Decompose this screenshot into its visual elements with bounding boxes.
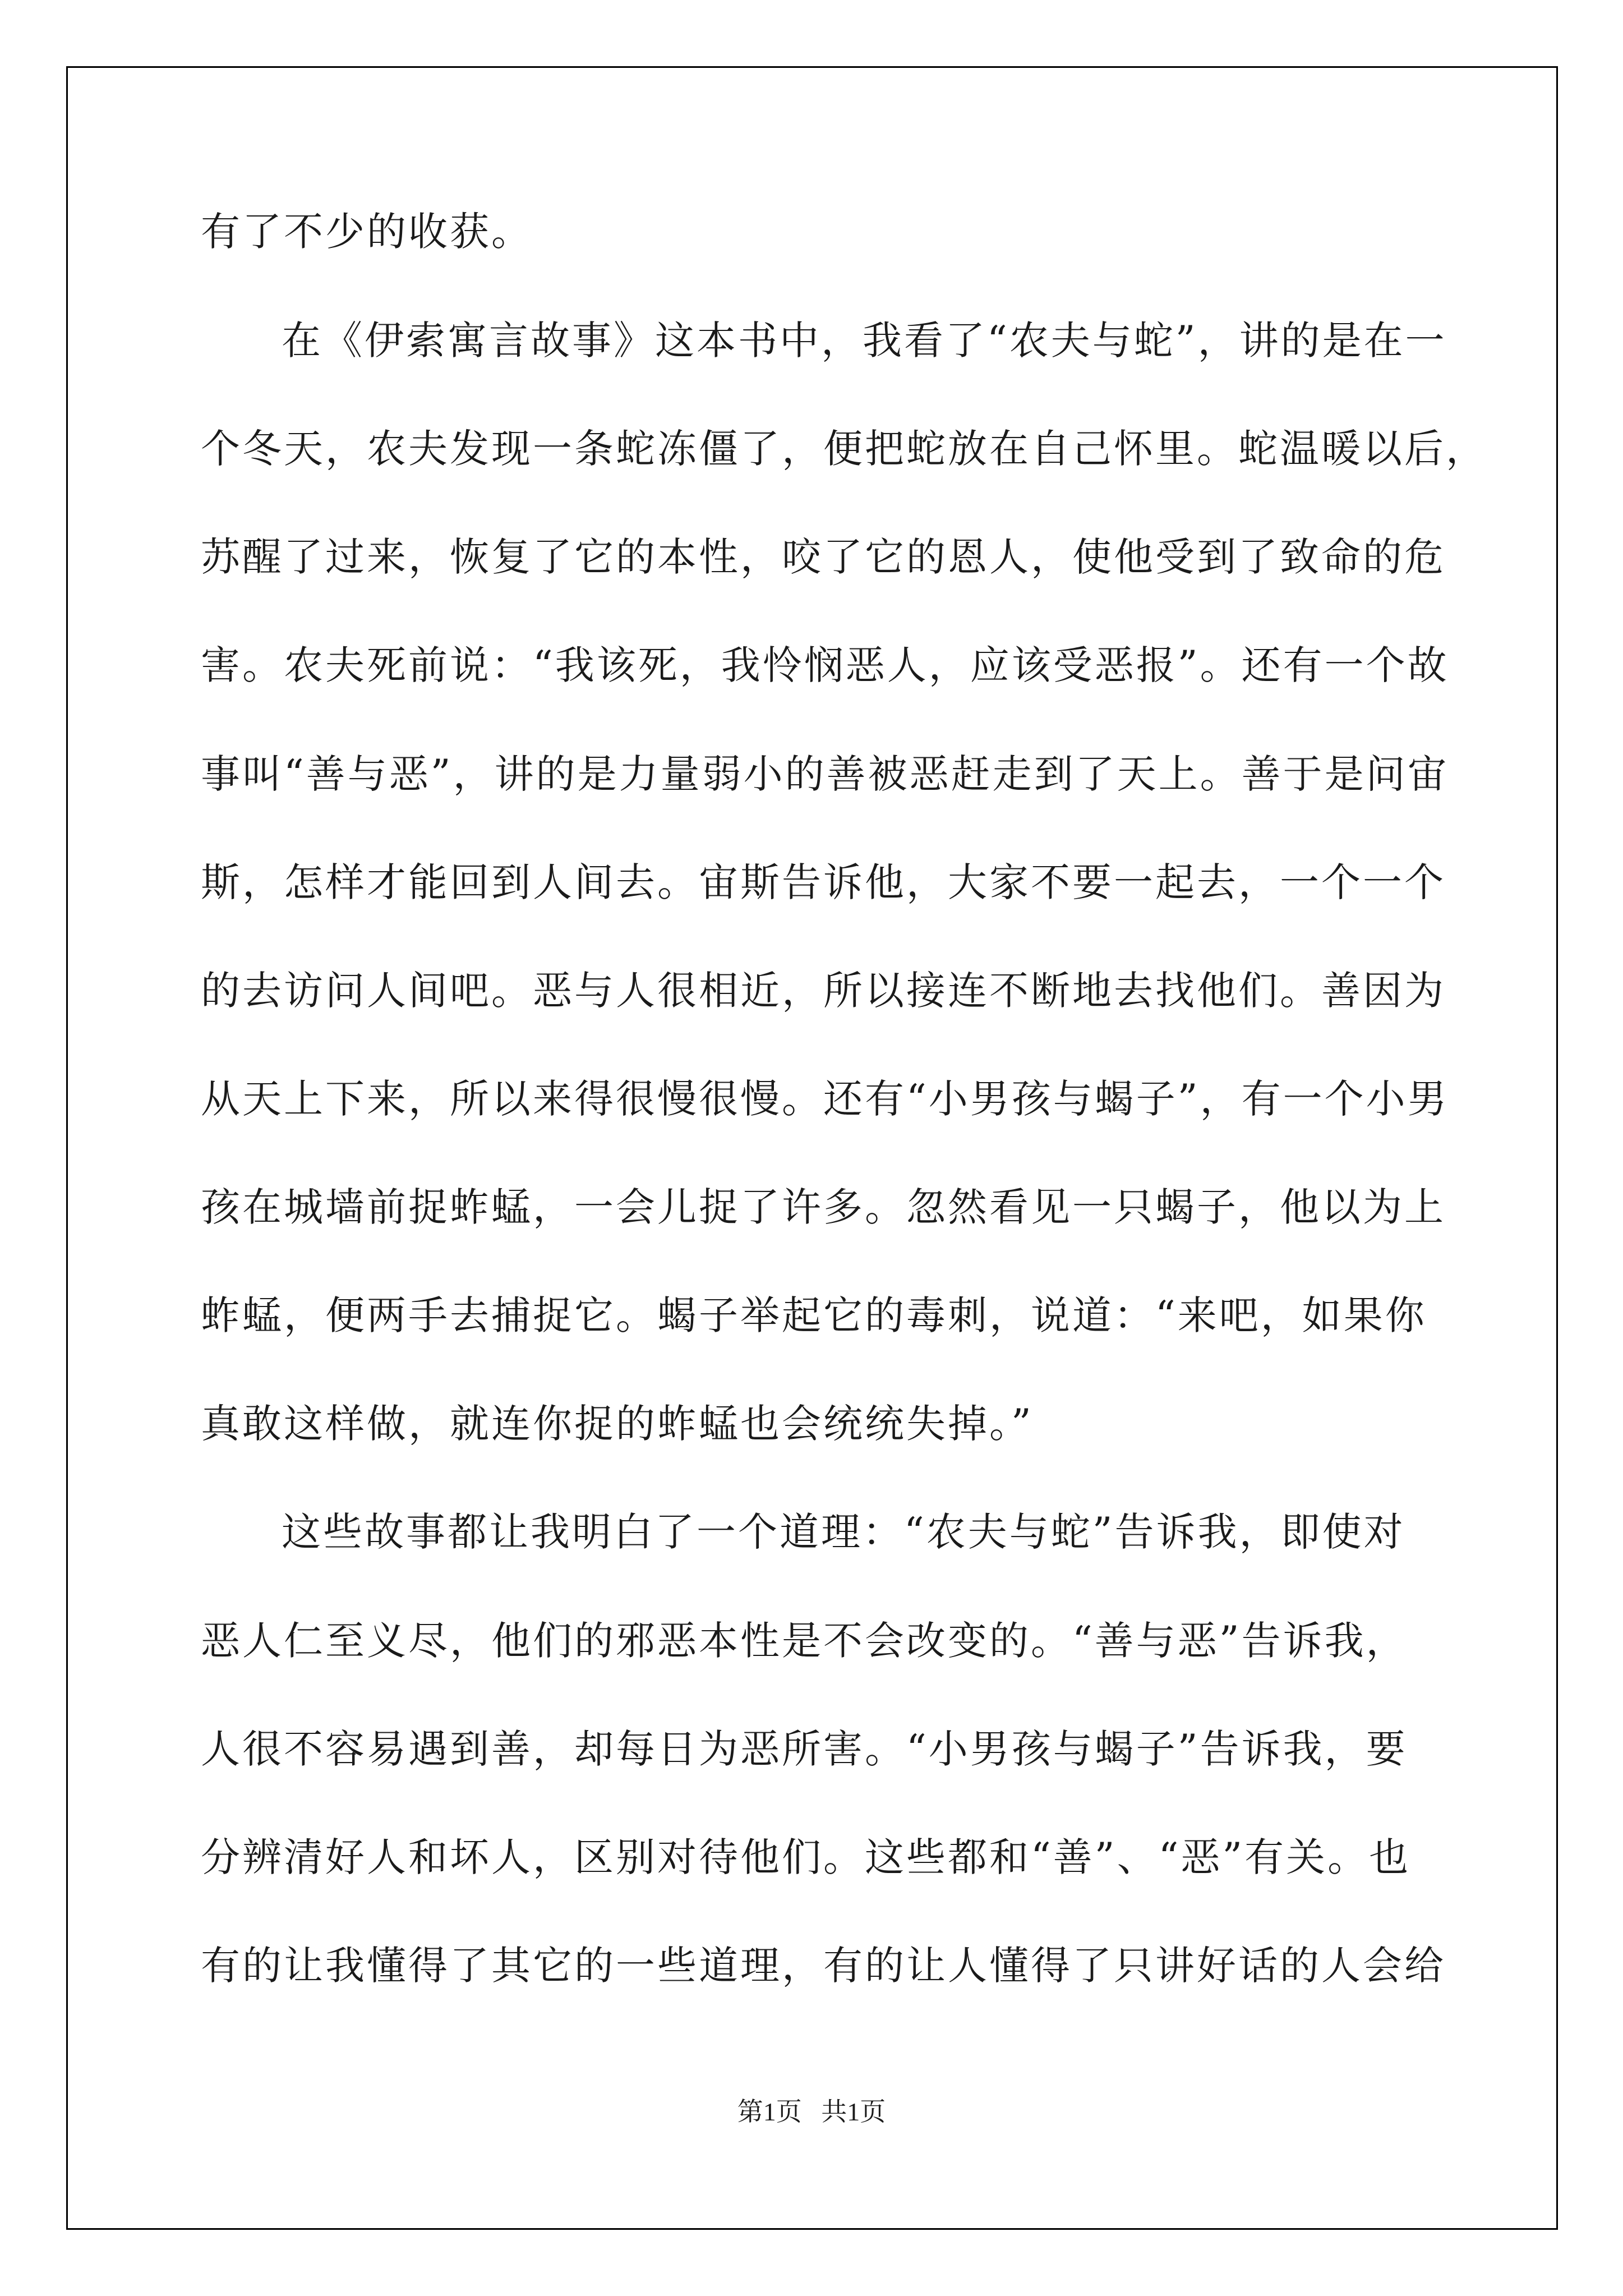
- text-line-1: 有了不少的收获。: [201, 209, 533, 255]
- text-line-17: 有的让我懂得了其它的一些道理，有的让人懂得了只讲好话的人会给: [201, 1943, 1446, 1989]
- text-line-9: 从天上下来，所以来得很慢很慢。还有“小男孩与蝎子”，有一个小男: [201, 1076, 1449, 1122]
- text-line-13: 这些故事都让我明白了一个道理：“农夫与蛇”告诉我，即使对: [282, 1509, 1405, 1555]
- page-footer: 第1页 共1页: [737, 2097, 886, 2126]
- page-border: [66, 66, 1558, 2230]
- text-line-11: 蚱蜢，便两手去捕捉它。蝎子举起它的毒刺，说道：“来吧，如果你: [201, 1292, 1427, 1338]
- text-line-10: 孩在城墙前捉蚱蜢，一会儿捉了许多。忽然看见一只蝎子，他以为上: [201, 1184, 1446, 1230]
- text-line-15: 人很不容易遇到善，却每日为恶所害。“小男孩与蝎子”告诉我，要: [201, 1726, 1408, 1772]
- text-line-12: 真敢这样做，就连你捉的蚱蜢也会统统失掉。”: [201, 1401, 1034, 1447]
- text-line-4: 苏醒了过来，恢复了它的本性，咬了它的恩人，使他受到了致命的危: [201, 534, 1446, 580]
- text-line-3: 个冬天，农夫发现一条蛇冻僵了，便把蛇放在自己怀里。蛇温暖以后，: [201, 426, 1487, 472]
- text-line-5: 害。农夫死前说：“我该死，我怜悯恶人，应该受恶报”。还有一个故: [201, 642, 1449, 688]
- text-line-7: 斯，怎样才能回到人间去。宙斯告诉他，大家不要一起去，一个一个: [201, 859, 1446, 905]
- text-line-2: 在《伊索寓言故事》这本书中，我看了“农夫与蛇”，讲的是在一: [282, 318, 1447, 364]
- text-line-16: 分辨清好人和坏人，区别对待他们。这些都和“善”、“恶”有关。也: [201, 1834, 1411, 1880]
- text-line-8: 的去访问人间吧。恶与人很相近，所以接连不断地去找他们。善因为: [201, 968, 1446, 1014]
- text-line-14: 恶人仁至义尽，他们的邪恶本性是不会改变的。“善与恶”告诉我，: [201, 1618, 1408, 1664]
- text-line-6: 事叫“善与恶”，讲的是力量弱小的善被恶赶走到了天上。善于是问宙: [201, 751, 1449, 797]
